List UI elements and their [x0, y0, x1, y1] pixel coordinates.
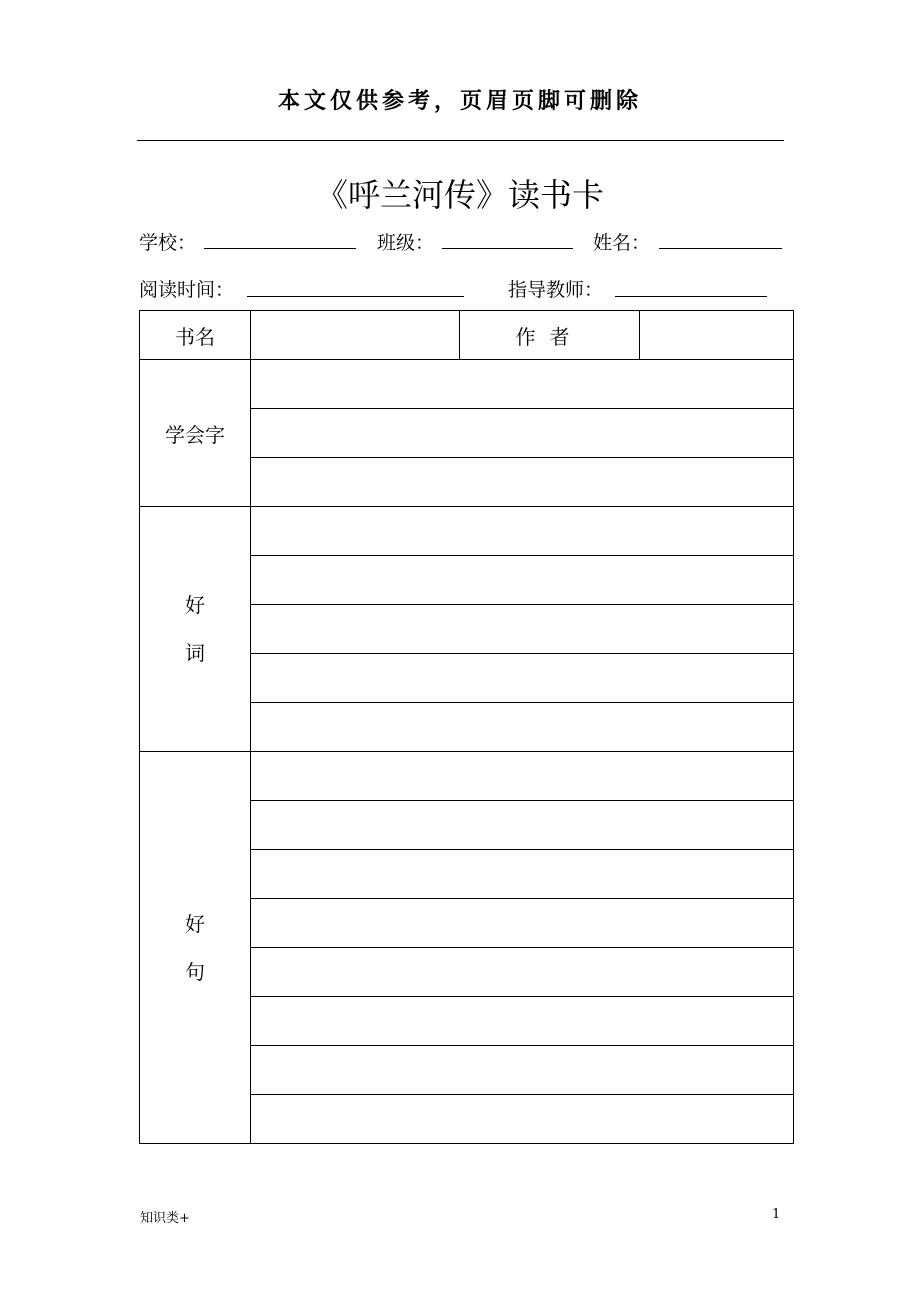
class-blank[interactable] — [442, 248, 573, 249]
school-blank[interactable] — [204, 248, 356, 249]
good-sentences-line[interactable] — [251, 801, 794, 850]
header-divider — [137, 140, 784, 141]
good-sentences-line[interactable] — [251, 997, 794, 1046]
good-words-label — [140, 507, 251, 752]
class-label: 班级： — [377, 232, 435, 254]
good-words-label-char: 好 — [185, 593, 205, 617]
good-sentences-line[interactable] — [251, 1046, 794, 1095]
reading-time-blank[interactable] — [247, 296, 464, 297]
good-sentences-label-char: 句 — [185, 959, 205, 984]
good-sentences-line[interactable] — [251, 850, 794, 899]
good-sentences-line[interactable] — [251, 899, 794, 948]
footer-label: 知识类+ — [140, 1211, 190, 1226]
author-label: 作者 — [460, 311, 640, 360]
teacher-label: 指导教师： — [508, 279, 604, 301]
good-sentences-label — [140, 752, 251, 1144]
book-info-row — [140, 311, 794, 360]
learned-chars-line[interactable] — [251, 458, 794, 507]
good-words-line[interactable] — [251, 703, 794, 752]
learned-chars-line[interactable] — [251, 409, 794, 458]
good-words-line[interactable] — [251, 556, 794, 605]
page-number: 1 — [772, 1207, 781, 1222]
good-sentences-line[interactable] — [251, 752, 794, 801]
header-note: 本文仅供参考，页眉页脚可删除 — [277, 88, 642, 114]
table-row — [140, 752, 794, 801]
name-blank[interactable] — [659, 248, 782, 249]
learned-chars-label: 学会字 — [140, 360, 251, 507]
reading-card-table — [139, 310, 794, 1144]
good-words-line[interactable] — [251, 654, 794, 703]
table-row — [140, 507, 794, 556]
good-sentences-line[interactable] — [251, 1095, 794, 1144]
reading-time-label: 阅读时间： — [139, 279, 235, 301]
book-name-cell[interactable] — [251, 311, 460, 360]
author-cell[interactable] — [640, 311, 794, 360]
learned-chars-line[interactable] — [251, 360, 794, 409]
teacher-blank[interactable] — [615, 296, 767, 297]
good-sentences-line[interactable] — [251, 948, 794, 997]
good-sentences-label-char: 好 — [185, 911, 205, 936]
card-title: 《呼兰河传》读书卡 — [315, 176, 604, 214]
school-label: 学校： — [139, 232, 197, 254]
good-words-line[interactable] — [251, 507, 794, 556]
name-label: 姓名： — [593, 232, 651, 254]
good-words-label-char: 词 — [185, 641, 205, 665]
book-name-label: 书名 — [140, 311, 251, 360]
table-row — [140, 360, 794, 409]
good-words-line[interactable] — [251, 605, 794, 654]
